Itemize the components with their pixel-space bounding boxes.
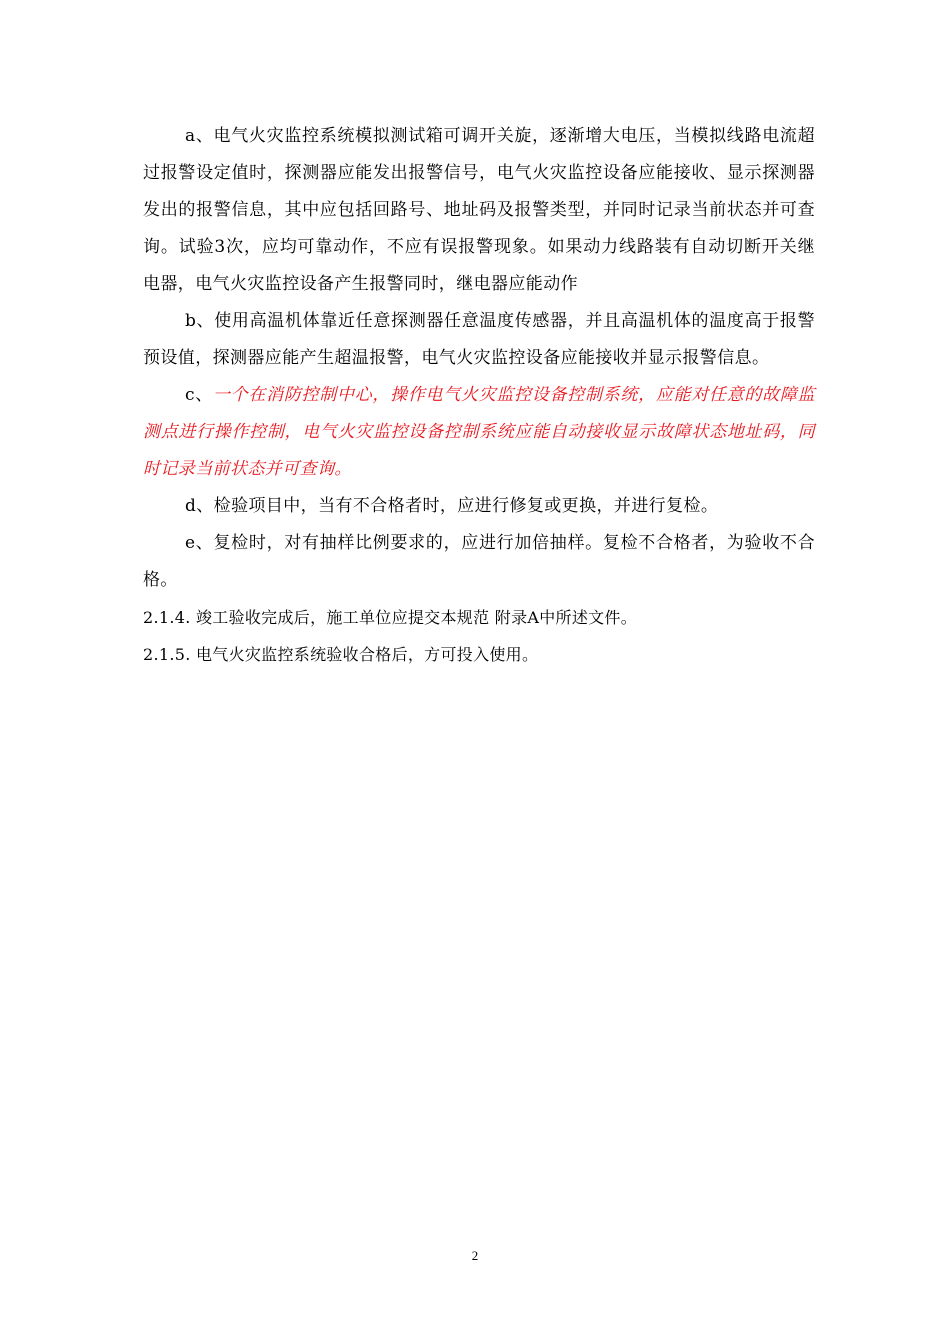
paragraph-c-prefix: c、 (185, 385, 213, 405)
paragraph-e: e、复检时，对有抽样比例要求的，应进行加倍抽样。复检不合格者，为验收不合格。 (143, 533, 815, 590)
paragraph-d: d、检验项目中，当有不合格者时，应进行修复或更换，并进行复检。 (185, 496, 719, 516)
clause-2-1-4: 2.1.4. 竣工验收完成后，施工单位应提交本规范 附录A中所述文件。 (143, 608, 638, 627)
paragraph-a: a、电气火灾监控系统模拟测试箱可调开关旋，逐渐增大电压，当模拟线路电流超过报警设定值时，探测器应能发出报警信号，电气火灾监控设备应能接收、显示探测器发出的报警信息，其中应包括回路号、地址码及报警类型，并同时记录当前状态并可查询。试验3次，应均可靠动作，不应有误报警现象。如果动力线路装有自动切断开关继电器，电气火灾监控设备产生报警同时，继电器应能动作 (143, 126, 815, 294)
paragraph-b: b、使用高温机体靠近任意探测器任意温度传感器，并且高温机体的温度高于报警预设值，探测器应能产生超温报警，电气火灾监控设备应能接收并显示报警信息。 (143, 311, 815, 368)
paragraph-c-highlighted-text: 一个在消防控制中心，操作电气火灾监控设备控制系统，应能对任意的故障监测点进行操作控制，电气火灾监控设备控制系统应能自动接收显示故障状态地址码，同时记录当前状态并可查询。 (143, 385, 815, 479)
paragraph-c (143, 377, 815, 488)
clause-2-1-5: 2.1.5. 电气火灾监控系统验收合格后，方可投入使用。 (143, 645, 539, 664)
document-body (143, 118, 815, 673)
page-number: 2 (471, 1248, 479, 1263)
